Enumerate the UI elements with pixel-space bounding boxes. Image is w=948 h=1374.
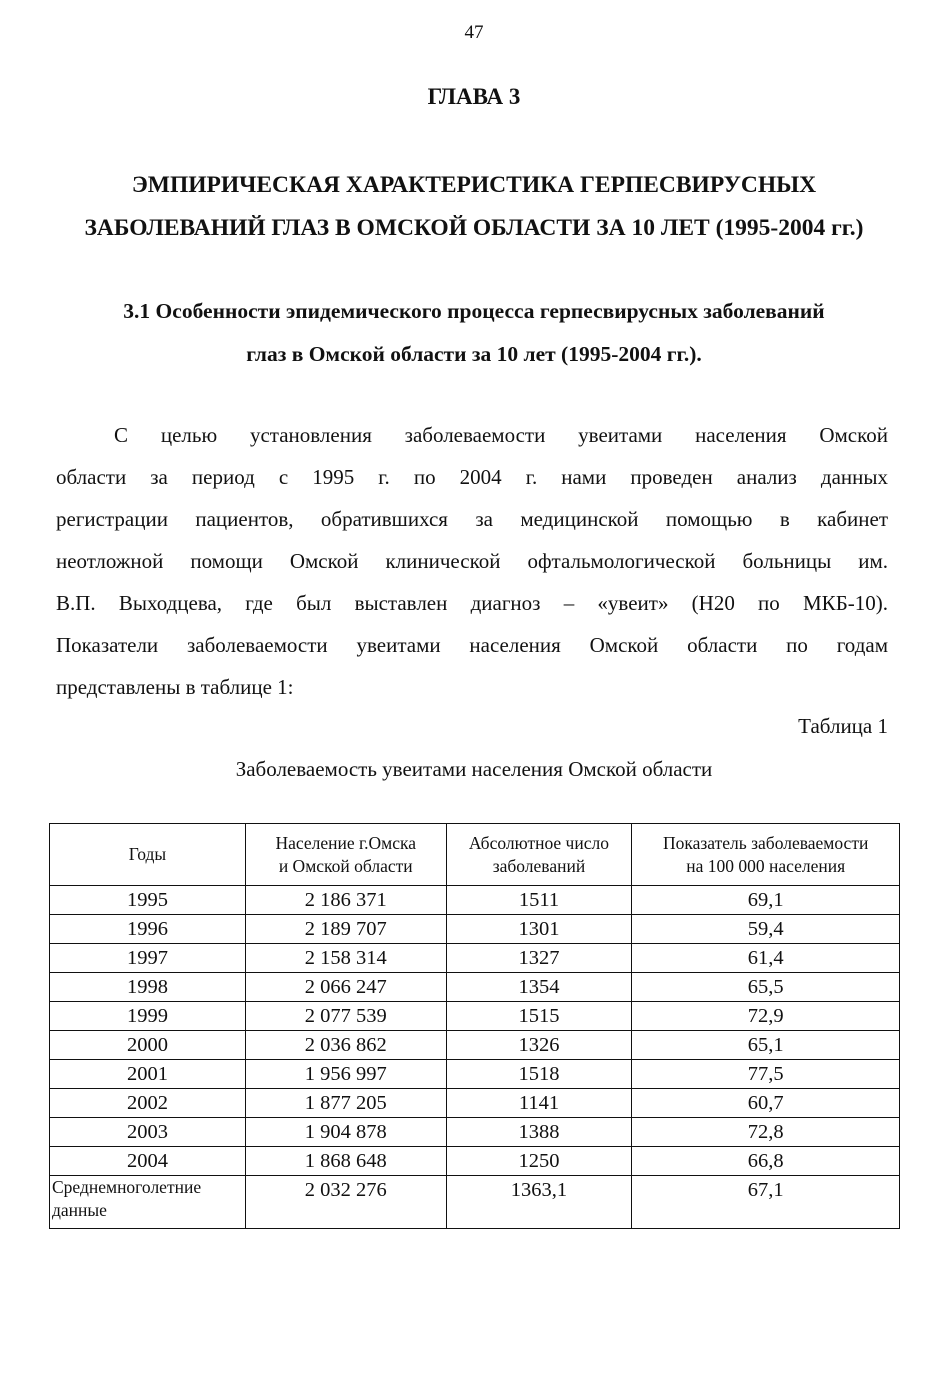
cell-population: 2 186 371	[245, 886, 446, 915]
cell-rate: 59,4	[632, 915, 900, 944]
cell-cases: 1141	[446, 1089, 632, 1118]
cell-cases: 1326	[446, 1031, 632, 1060]
cell-rate: 72,9	[632, 1002, 900, 1031]
page-number: 47	[464, 22, 484, 43]
table-row	[50, 886, 900, 915]
section-heading	[50, 290, 898, 376]
table-row	[50, 1002, 900, 1031]
section-heading-line: глаз в Омской области за 10 лет (1995-2004 гг.).	[246, 342, 702, 366]
cell-rate: 72,8	[632, 1118, 900, 1147]
cell-year: 2004	[50, 1147, 246, 1176]
average-label: Среднемноголетние данные	[50, 1176, 246, 1229]
cell-population: 1 868 648	[245, 1147, 446, 1176]
header-rate: Показатель заболеваемости на 100 000 населения	[632, 824, 900, 886]
cell-cases: 1354	[446, 973, 632, 1002]
cell-population: 1 877 205	[245, 1089, 446, 1118]
chapter-title	[50, 164, 898, 250]
cell-rate: 61,4	[632, 944, 900, 973]
table-row-average	[50, 1176, 900, 1229]
cell-year: 2001	[50, 1060, 246, 1089]
cell-population: 1 956 997	[245, 1060, 446, 1089]
chapter-heading: ГЛАВА 3	[427, 84, 521, 109]
incidence-table	[49, 823, 900, 1229]
cell-rate: 65,1	[632, 1031, 900, 1060]
table-row	[50, 1089, 900, 1118]
cell-population: 2 077 539	[245, 1002, 446, 1031]
cell-population: 2 036 862	[245, 1031, 446, 1060]
cell-cases: 1301	[446, 915, 632, 944]
cell-rate: 69,1	[632, 886, 900, 915]
table-caption: Заболеваемость увеитами населения Омской области	[235, 757, 713, 781]
table-row	[50, 1118, 900, 1147]
cell-rate: 60,7	[632, 1089, 900, 1118]
table-row	[50, 1060, 900, 1089]
cell-cases: 1511	[446, 886, 632, 915]
cell-population: 2 158 314	[245, 944, 446, 973]
header-years: Годы	[50, 824, 246, 886]
cell-cases: 1518	[446, 1060, 632, 1089]
cell-rate: 77,5	[632, 1060, 900, 1089]
cell-year: 2002	[50, 1089, 246, 1118]
cell-population: 1 904 878	[245, 1118, 446, 1147]
average-cases: 1363,1	[446, 1176, 632, 1229]
table-row	[50, 1147, 900, 1176]
body-paragraph	[56, 414, 888, 708]
table-header-row	[50, 824, 900, 886]
cell-year: 1995	[50, 886, 246, 915]
table-row	[50, 1031, 900, 1060]
chapter-title-line: ЗАБОЛЕВАНИЙ ГЛАЗ В ОМСКОЙ ОБЛАСТИ ЗА 10 ЛЕТ (1995-2004 гг.)	[84, 215, 864, 241]
cell-population: 2 066 247	[245, 973, 446, 1002]
average-rate: 67,1	[632, 1176, 900, 1229]
paragraph-line: представлены в таблице 1:	[56, 675, 294, 699]
header-population: Население г.Омска и Омской области	[245, 824, 446, 886]
cell-cases: 1388	[446, 1118, 632, 1147]
paragraph-line: неотложной помощи Омской клинической офтальмологической больницы им.	[56, 549, 888, 573]
paragraph-line: области за период с 1995 г. по 2004 г. нами проведен анализ данных	[56, 465, 888, 489]
cell-year: 2003	[50, 1118, 246, 1147]
cell-cases: 1515	[446, 1002, 632, 1031]
cell-rate: 65,5	[632, 973, 900, 1002]
cell-cases: 1250	[446, 1147, 632, 1176]
cell-cases: 1327	[446, 944, 632, 973]
cell-year: 1998	[50, 973, 246, 1002]
paragraph-line: С целью установления заболеваемости увеитами населения Омской	[114, 423, 888, 447]
section-heading-line: 3.1 Особенности эпидемического процесса герпесвирусных заболеваний	[123, 299, 825, 323]
table-row	[50, 973, 900, 1002]
cell-year: 2000	[50, 1031, 246, 1060]
cell-year: 1999	[50, 1002, 246, 1031]
paragraph-line: регистрации пациентов, обратившихся за медицинской помощью в кабинет	[56, 507, 888, 531]
average-population: 2 032 276	[245, 1176, 446, 1229]
header-cases: Абсолютное число заболеваний	[446, 824, 632, 886]
table-row	[50, 915, 900, 944]
cell-year: 1996	[50, 915, 246, 944]
cell-year: 1997	[50, 944, 246, 973]
chapter-title-line: ЭМПИРИЧЕСКАЯ ХАРАКТЕРИСТИКА ГЕРПЕСВИРУСНЫХ	[131, 172, 817, 198]
table-row	[50, 944, 900, 973]
paragraph-line: Показатели заболеваемости увеитами населения Омской области по годам	[56, 633, 888, 657]
paragraph-line: В.П. Выходцева, где был выставлен диагноз – «увеит» (Н20 по МКБ-10).	[56, 591, 888, 615]
cell-population: 2 189 707	[245, 915, 446, 944]
table-label: Таблица 1	[798, 714, 888, 738]
cell-rate: 66,8	[632, 1147, 900, 1176]
